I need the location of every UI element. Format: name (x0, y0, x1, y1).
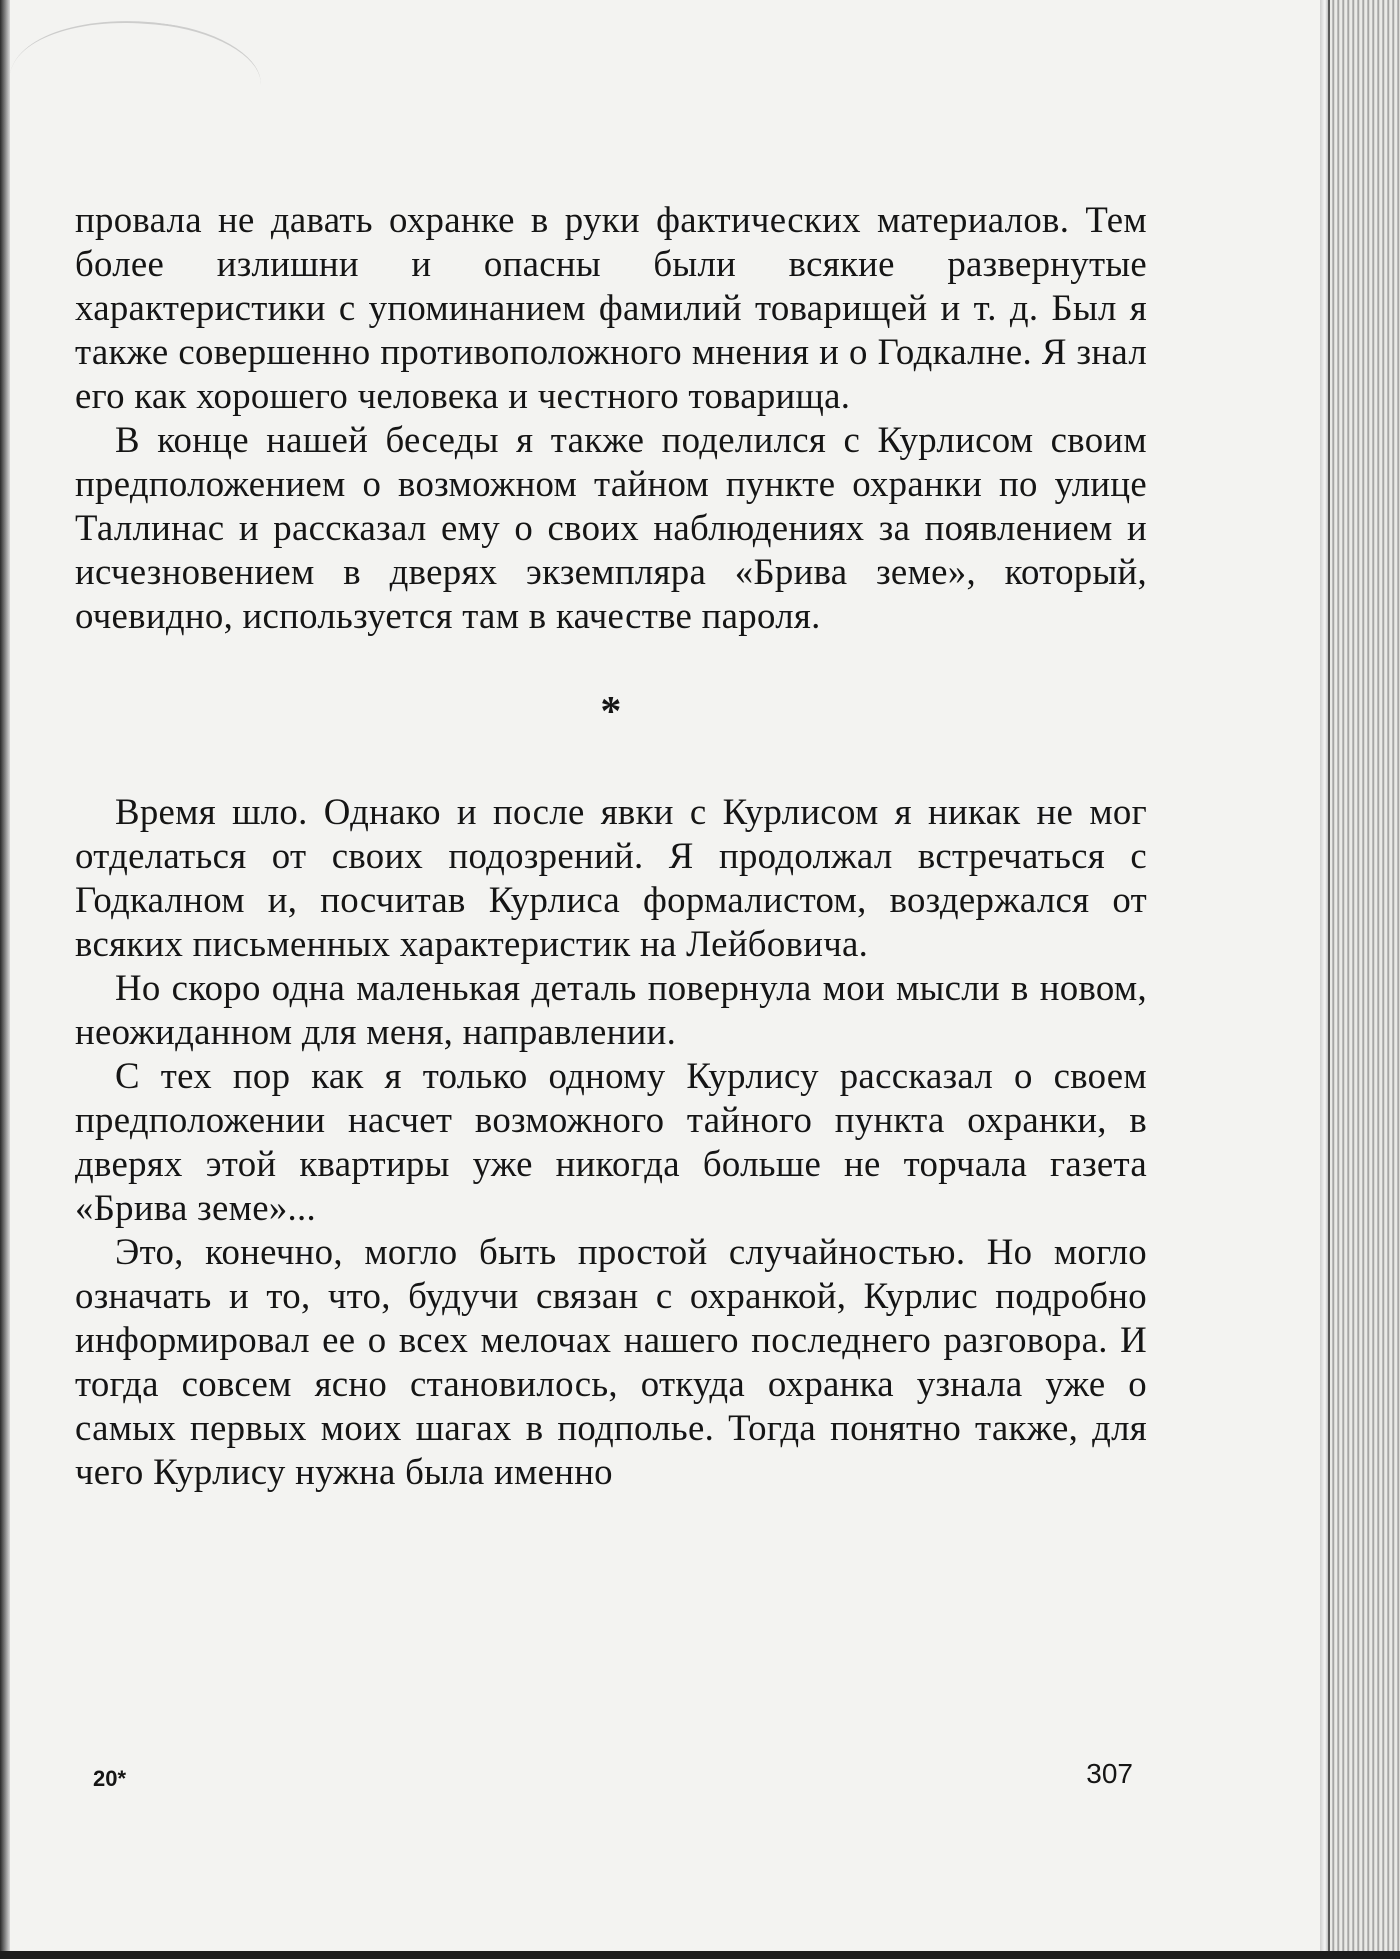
paragraph-3: Время шло. Однако и после явки с Курлисом я никак не мог отделаться от своих подозрений. Я продолжал встречаться с Годкалном и, посчитав Курлиса формалистом, воздержался от всяких письменных характеристик на Лейбовича. (75, 791, 1147, 964)
paragraph-2: В конце нашей беседы я также поделился с Курлисом своим предположением о возможном тайном пункте охранки по улице Таллинас и рассказал ему о своих наблюдениях за появлением и исчезновением в дверях экземпляра «Брива земе», который, очевидно, используется там в качестве пароля. (75, 419, 1147, 636)
printer-signature: 20* (93, 1766, 127, 1791)
section-separator: * (600, 689, 622, 735)
page-footer (93, 1758, 1133, 1798)
paragraph-4: Но скоро одна маленькая деталь повернула мои мысли в новом, неожиданном для меня, направлении. (75, 967, 1147, 1052)
scan-bottom-edge (0, 1951, 1400, 1959)
page-curl (3, 3, 268, 159)
paragraph-6: Это, конечно, могло быть простой случайностью. Но могло означать и то, что, будучи связан с охранкой, Курлис подробно информировал ее о всех мелочах нашего последнего разговора. И тогда совсем ясно становилось, откуда охранка узнала уже о самых первых моих шагах в подполье. Тогда понятно также, для чего Курлису нужна была именно (75, 1231, 1147, 1492)
page-number: 307 (1086, 1758, 1133, 1789)
paragraph-1: провала не давать охранке в руки фактических материалов. Тем более излишни и опасны были всякие развернутые характеристики с упоминанием фамилий товарищей и т. д. Был я также совершенно противоположного мнения и о Годкалне. Я знал его как хорошего человека и честного товарища. (75, 199, 1147, 416)
paragraph-5: С тех пор как я только одному Курлису рассказал о своем предположении насчет возможного тайного пункта охранки, в дверях этой квартиры уже никогда больше не торчала газета «Брива земе»... (75, 1055, 1147, 1228)
body-text (75, 198, 1147, 1494)
page-shadow-left (0, 0, 10, 1959)
book-page-edges (1328, 0, 1400, 1959)
